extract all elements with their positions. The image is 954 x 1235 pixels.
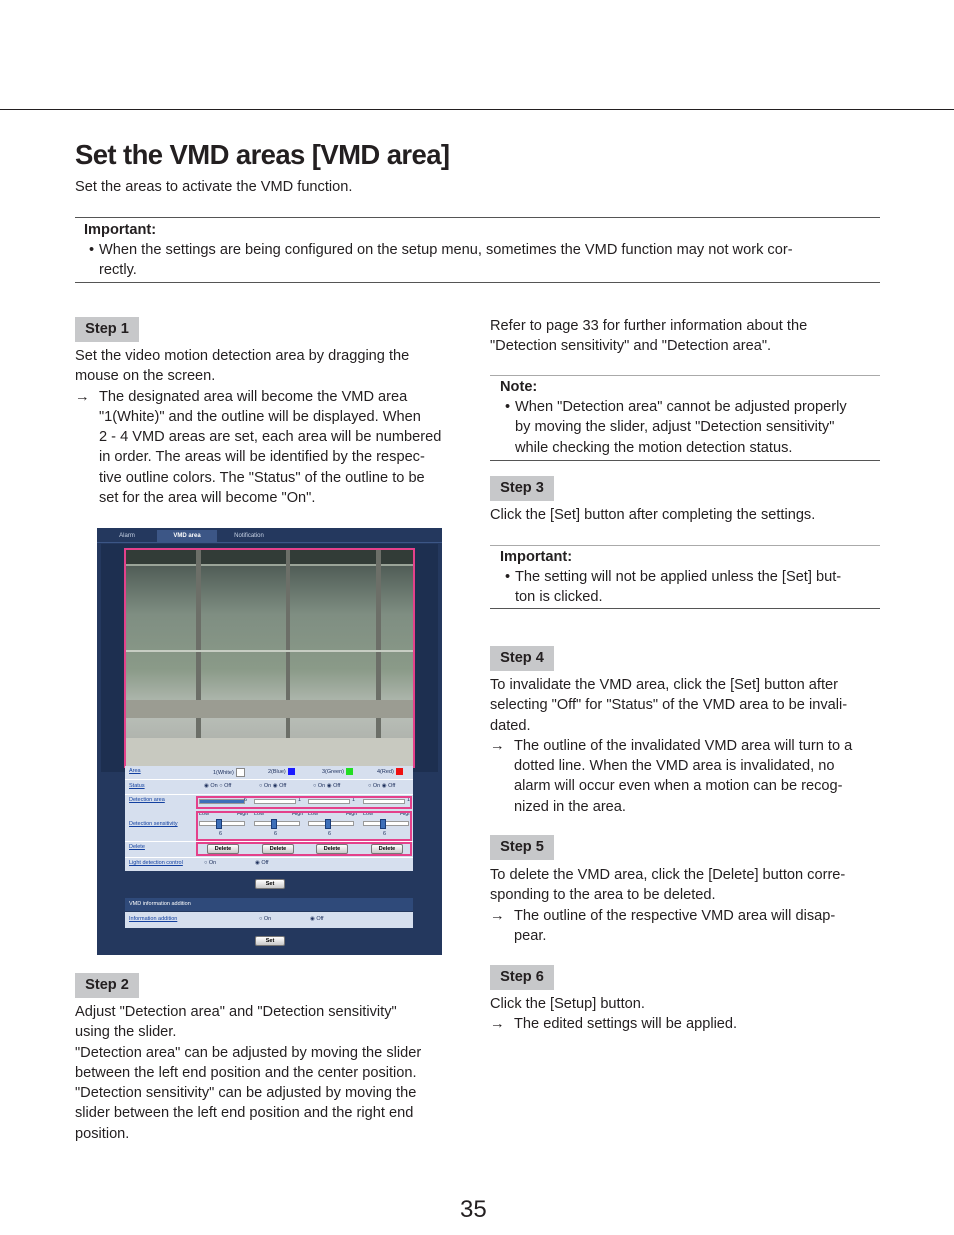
arrow-icon: → — [490, 907, 505, 924]
tab-notification[interactable]: Notification — [234, 533, 264, 539]
arrow-icon: → — [490, 1016, 505, 1033]
step-6-label: Step 6 — [490, 965, 554, 990]
status-radio-1[interactable]: ◉ On ○ Off — [204, 783, 232, 789]
info-addition-on[interactable]: ○ On — [259, 916, 272, 922]
arrow-icon: → — [75, 388, 90, 405]
page-number: 35 — [460, 1196, 487, 1223]
bullet: • — [88, 242, 95, 258]
camera-image[interactable] — [124, 548, 415, 768]
detection-area-row: Detection area 6 1 1 1 — [129, 797, 411, 803]
step-1-text: Set the video motion detection area by dragging the mouse on the screen. → The designated area will become the VMD area "1(White)" and the outline will be displayed. When 2 - 4 VMD areas are set, each area will be numbered in order. The areas will be identified by the respec- tive outline colors. The "Status" of the outline to be set for the area will become "On". — [75, 346, 470, 508]
page-title: Set the VMD areas [VMD area] — [75, 139, 450, 170]
important-line-1: When the settings are being configured on the setup menu, sometimes the VMD function may not work cor- — [99, 242, 793, 258]
status-radio-3[interactable]: ○ On ◉ Off — [313, 783, 341, 789]
delete-button-4[interactable]: Delete — [371, 844, 403, 854]
important-box-2: Important: • The setting will not be applied unless the [Set] but- ton is clicked. — [490, 545, 880, 609]
tab-vmd-area[interactable]: VMD area — [157, 530, 217, 542]
set-button-2[interactable]: Set — [255, 936, 285, 946]
status-radio-4[interactable]: ○ On ◉ Off — [368, 783, 396, 789]
important-heading: Important: — [84, 222, 157, 238]
step-5-label: Step 5 — [490, 835, 554, 860]
highlight-delete — [196, 842, 412, 856]
delete-button-1[interactable]: Delete — [207, 844, 239, 854]
step-1-label: Step 1 — [75, 317, 139, 342]
important-box-top — [75, 217, 880, 283]
light-detection-on[interactable]: ○ On — [204, 860, 217, 866]
highlight-detection-sensitivity — [196, 811, 412, 841]
intro-text: Set the areas to activate the VMD function. — [75, 179, 353, 195]
step-2-label: Step 2 — [75, 973, 139, 998]
vmd-info-header: VMD information addition — [125, 898, 413, 911]
vmd-area-screenshot — [97, 528, 442, 955]
info-addition-row: Information addition ○ On ◉ Off — [129, 916, 324, 922]
step-3-text: Click the [Set] button after completing the settings. — [490, 507, 816, 523]
info-addition-off[interactable]: ◉ Off — [310, 916, 324, 922]
arrow-icon: → — [490, 737, 505, 754]
step-4-text: To invalidate the VMD area, click the [Set] button after selecting "Off" for "Status" of the VMD area to be invali- dated. → The outline of the invalidated VMD area will turn to a dotted line. When the VMD area is invalidated, no alarm will occur even when a motion can be recog- nized in the area. — [490, 675, 882, 817]
status-row: Status ◉ On ○ Off ○ On ◉ Off ○ On ◉ Off ○ On ◉ Off — [129, 783, 396, 789]
top-rule — [0, 109, 954, 110]
detection-sensitivity-row: Detection sensitivity Low High Low High Low High Low High 6 6 6 6 — [129, 811, 412, 837]
important-line-2: rectly. — [99, 262, 137, 279]
step-6-text: Click the [Setup] button. → The edited settings will be applied. — [490, 994, 882, 1035]
delete-row: Delete Delete Delete Delete Delete — [97, 844, 442, 854]
light-detection-row: Light detection control ○ On ◉ Off — [129, 860, 269, 866]
delete-button-3[interactable]: Delete — [316, 844, 348, 854]
step-2-text: Adjust "Detection area" and "Detection sensitivity" using the slider. "Detection area" can be adjusted by moving the slider between the left end position and the center position. "Detection sensitivity" can be adjusted by moving the slider between the left end position and the right end position. — [75, 1004, 422, 1142]
status-radio-2[interactable]: ○ On ◉ Off — [259, 783, 287, 789]
highlight-detection-area — [196, 796, 412, 809]
step-5-text: To delete the VMD area, click the [Delete] button corre- sponding to the area to be deleted. → The outline of the respective VMD area will disap- pear. — [490, 865, 882, 946]
set-button-1[interactable]: Set — [255, 879, 285, 889]
step-4-label: Step 4 — [490, 646, 554, 671]
note-box: Note: • When "Detection area" cannot be adjusted properly by moving the slider, adjust "Detection sensitivity" while checking the motion detection status. — [490, 375, 880, 461]
refer-text: Refer to page 33 for further information about the "Detection sensitivity" and "Detection area". — [490, 318, 808, 355]
area-row: Area 1(White) 2(Blue) 3(Green) 4(Red) — [97, 768, 442, 778]
step-3-label: Step 3 — [490, 476, 554, 501]
tab-alarm[interactable]: Alarm — [119, 533, 135, 539]
light-detection-off[interactable]: ◉ Off — [255, 860, 269, 866]
delete-button-2[interactable]: Delete — [262, 844, 294, 854]
